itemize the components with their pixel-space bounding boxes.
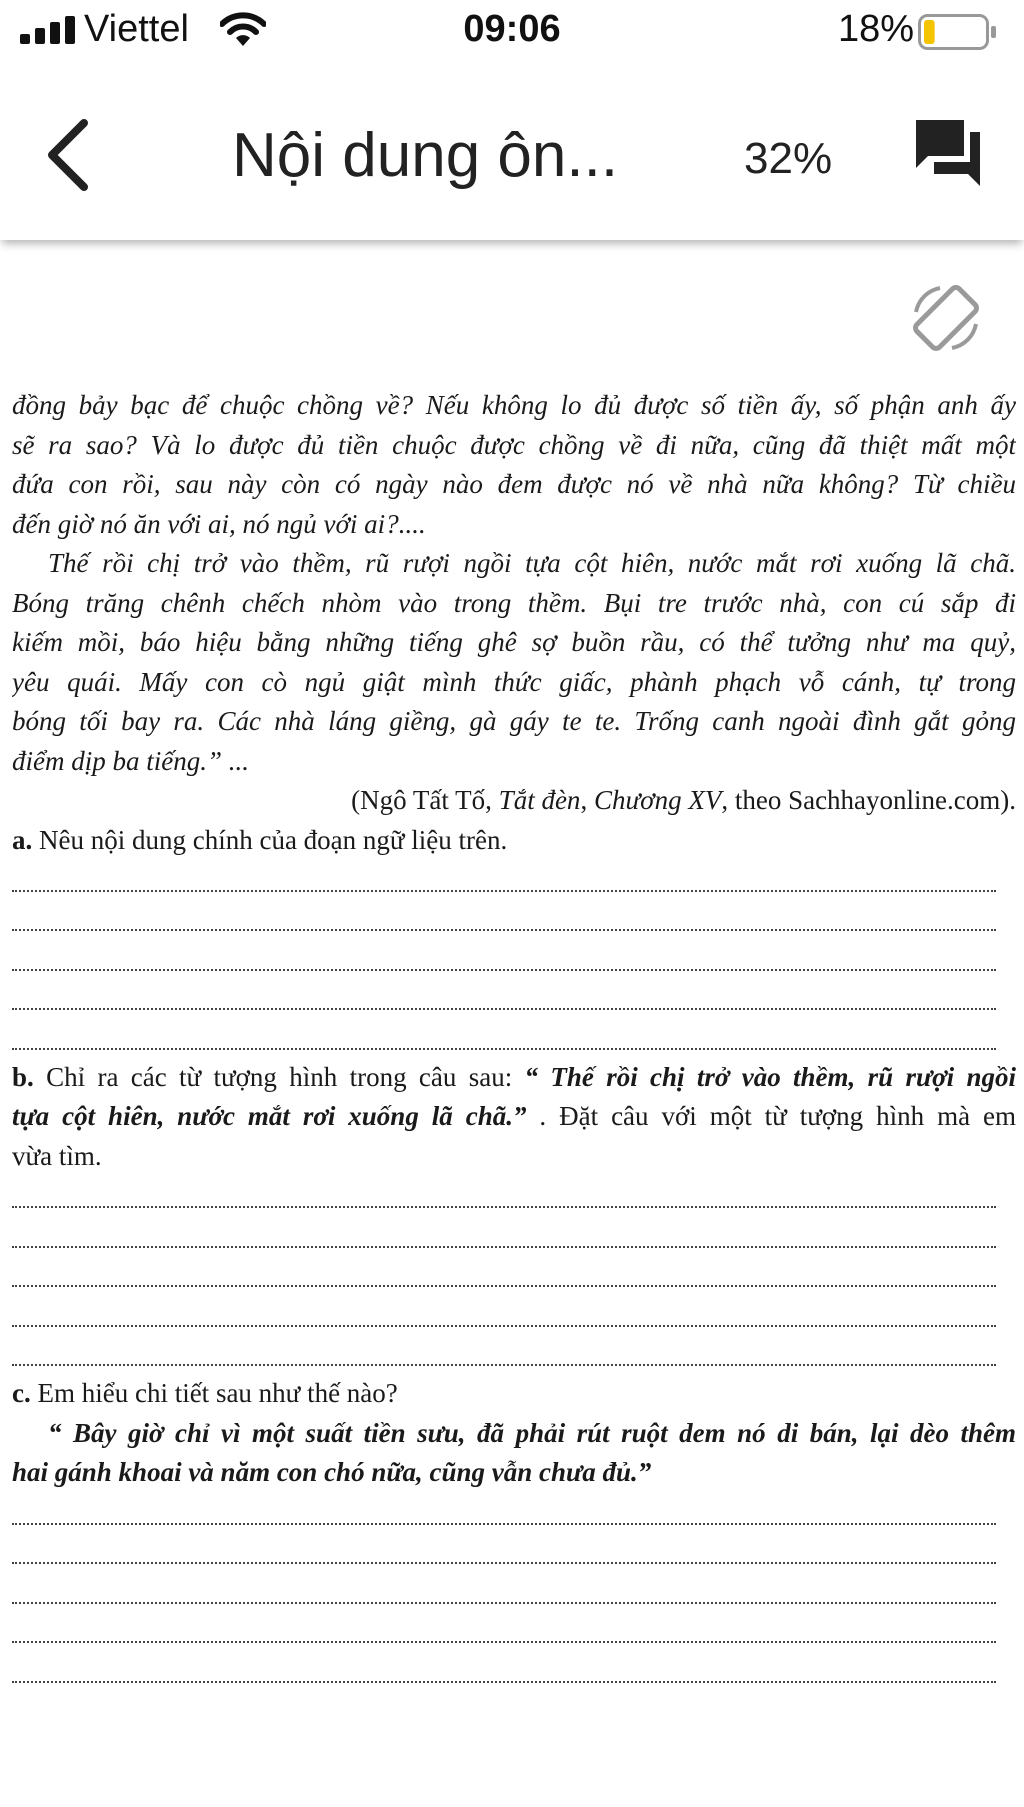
answer-line xyxy=(12,900,1016,940)
chapter-title: Chương XV xyxy=(593,785,722,815)
answer-line xyxy=(12,1335,1016,1375)
answer-line xyxy=(12,860,1016,900)
answer-line xyxy=(12,1651,1016,1691)
comments-icon[interactable] xyxy=(914,118,984,188)
passage-line: điểm dịp ba tiếng.” ... xyxy=(12,745,249,776)
rotate-screen-icon[interactable] xyxy=(906,278,986,358)
clock: 09:06 xyxy=(463,8,561,50)
answer-line xyxy=(12,1216,1016,1256)
back-arrow-icon[interactable] xyxy=(40,115,100,195)
answer-line xyxy=(12,1256,1016,1296)
passage-line: đến giờ nó ăn với ai, nó ngủ với ai?.... xyxy=(12,508,426,539)
passage-line: đồng bảy bạc để chuộc chồng về? Nếu không lo đủ được số tiền ấy, số phận anh ấy xyxy=(12,390,1016,420)
question-b-cont: tựa cột hiên, nước mắt rơi xuống lã chã.” . Đặt câu với một từ tượng hình mà em xyxy=(12,1101,1016,1132)
question-label: b. xyxy=(12,1061,34,1092)
quoted-detail: “ Bây giờ chỉ vì một suất tiền sưu, đã phải rút ruột dem nó di bán, lại dèo thêm xyxy=(48,1417,1016,1448)
source-citation: (Ngô Tất Tố, Tắt đèn, Chương XV, theo Sachhayonline.com). xyxy=(351,785,1016,815)
document-page xyxy=(12,386,1016,1691)
app-header xyxy=(0,60,1024,240)
question-a: a. Nêu nội dung chính của đoạn ngữ liệu trên. xyxy=(12,824,508,855)
quoted-sentence: “ Thế rồi chị trở vào thềm, rũ rượi ngồi xyxy=(524,1061,1016,1092)
passage-line: Bóng trăng chênh chếch nhòm vào trong thềm. Bụi tre trước nhà, con cú sắp đi xyxy=(12,587,1016,618)
document-title: Nội dung ôn... xyxy=(232,121,619,190)
answer-line xyxy=(12,1176,1016,1216)
reading-progress: 32% xyxy=(744,134,833,183)
carrier-name: Viettel xyxy=(84,8,189,50)
battery-icon xyxy=(918,14,998,50)
question-c: c. Em hiểu chi tiết sau như thế nào? xyxy=(12,1378,398,1409)
quoted-sentence: tựa cột hiên, nước mắt rơi xuống lã chã.” xyxy=(12,1101,527,1132)
battery-percent: 18% xyxy=(838,8,915,50)
answer-line xyxy=(12,939,1016,979)
answer-line xyxy=(12,1612,1016,1652)
work-title: Tắt đèn xyxy=(498,785,581,815)
passage-line: kiếm mồi, báo hiệu bằng những tiếng ghê sợ buồn rầu, có thể tưởng như ma quỷ, xyxy=(12,627,1016,657)
answer-line xyxy=(12,1295,1016,1335)
answer-line xyxy=(12,979,1016,1019)
passage-line: sẽ ra sao? Và lo được đủ tiền chuộc được chồng về đi nữa, cũng đã thiệt mất một xyxy=(12,429,1016,460)
passage-line: đứa con rồi, sau này còn có ngày nào đem được nó về nhà nữa không? Từ chiều xyxy=(12,469,1016,499)
answer-line xyxy=(12,1533,1016,1573)
quoted-detail: hai gánh khoai và năm con chó nữa, cũng vẫn chưa đủ.” xyxy=(12,1457,652,1488)
question-label: a. xyxy=(12,824,33,855)
status-bar xyxy=(0,0,1024,60)
answer-line xyxy=(12,1572,1016,1612)
question-b: b. Chỉ ra các từ tượng hình trong câu sau: “ Thế rồi chị trở vào thềm, rũ rượi ngồi xyxy=(12,1061,1016,1092)
answer-line xyxy=(12,1493,1016,1533)
question-label: c. xyxy=(12,1378,31,1409)
passage-line: bóng tối bay ra. Các nhà láng giềng, gà gáy te te. Trống canh ngoài đình gắt gỏng xyxy=(12,706,1016,736)
passage-line: yêu quái. Mấy con cò ngủ giật mình thức giấc, phành phạch vỗ cánh, tự trong xyxy=(12,666,1016,697)
answer-line xyxy=(12,1018,1016,1058)
passage-line: Thế rồi chị trở vào thềm, rũ rượi ngồi tựa cột hiên, nước mắt rơi xuống lã chã. xyxy=(48,548,1016,578)
question-b-cont: vừa tìm. xyxy=(12,1140,102,1171)
